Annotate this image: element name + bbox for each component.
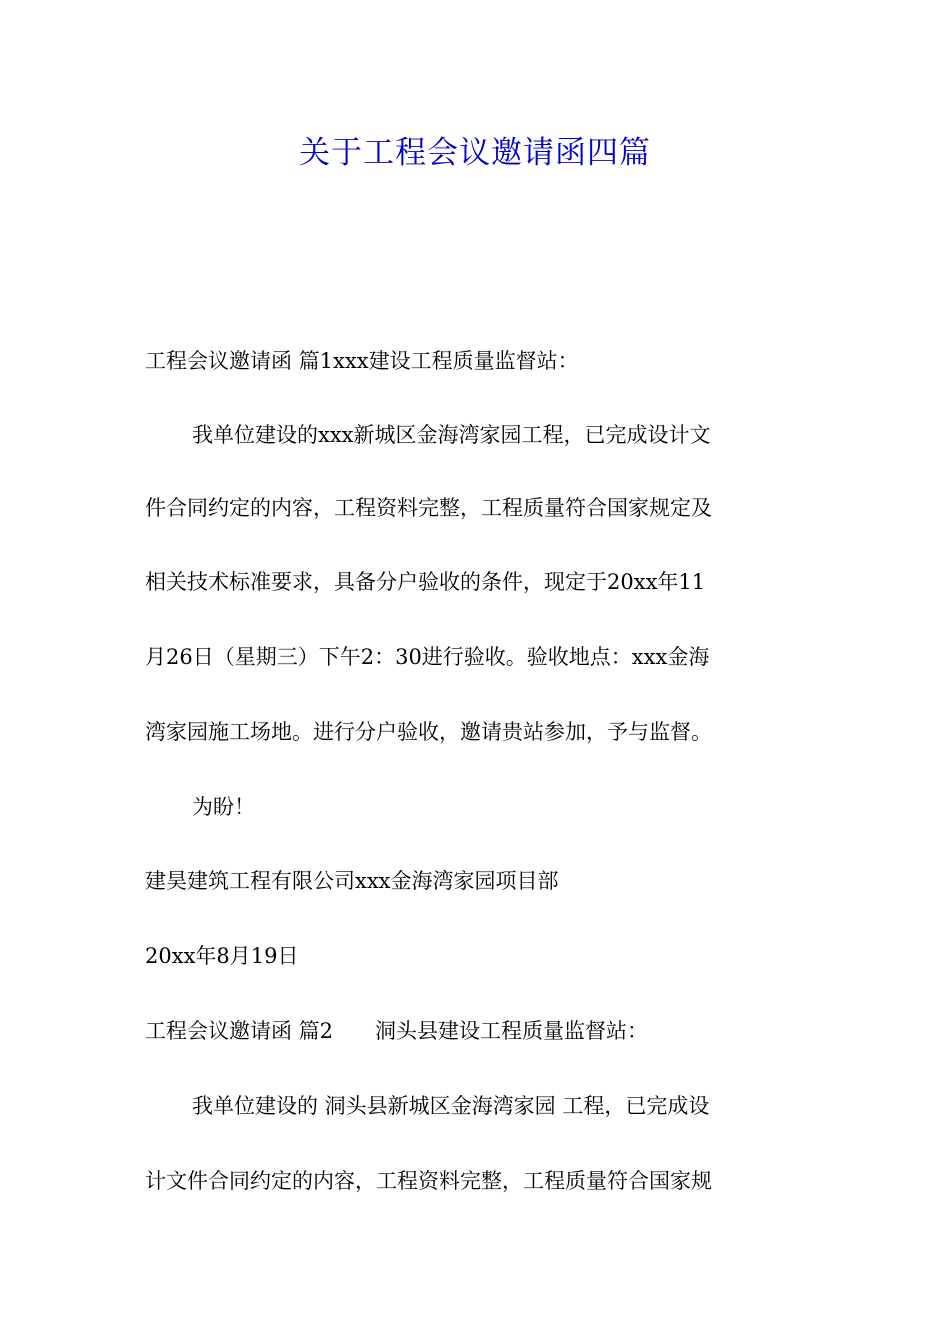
section-heading-1: 工程会议邀请函 篇1xxx建设工程质量监督站：	[145, 349, 579, 373]
paragraph-line: 计文件合同约定的内容，工程资料完整，工程质量符合国家规	[145, 1169, 712, 1193]
paragraph-line: 件合同约定的内容，工程资料完整，工程质量符合国家规定及	[145, 496, 712, 520]
paragraph-line: 相关技术标准要求，具备分户验收的条件，现定于20xx年11	[145, 570, 706, 594]
paragraph-line: 我单位建设的xxx新城区金海湾家园工程，已完成设计文	[192, 423, 711, 447]
paragraph-line: 我单位建设的 洞头县新城区金海湾家园 工程，已完成设	[192, 1094, 710, 1118]
paragraph-line: 湾家园施工场地。进行分户验收，邀请贵站参加，予与监督。	[145, 720, 712, 744]
signature-date: 20xx年8月19日	[145, 944, 299, 968]
section-heading-2: 工程会议邀请函 篇2 洞头县建设工程质量监督站：	[145, 1019, 649, 1043]
signature-company: 建昊建筑工程有限公司xxx金海湾家园项目部	[145, 869, 559, 893]
paragraph-line: 月26日（星期三）下午2：30进行验收。验收地点：xxx金海	[145, 645, 710, 669]
closing-line: 为盼！	[192, 795, 255, 819]
document-title: 关于工程会议邀请函四篇	[299, 135, 651, 171]
